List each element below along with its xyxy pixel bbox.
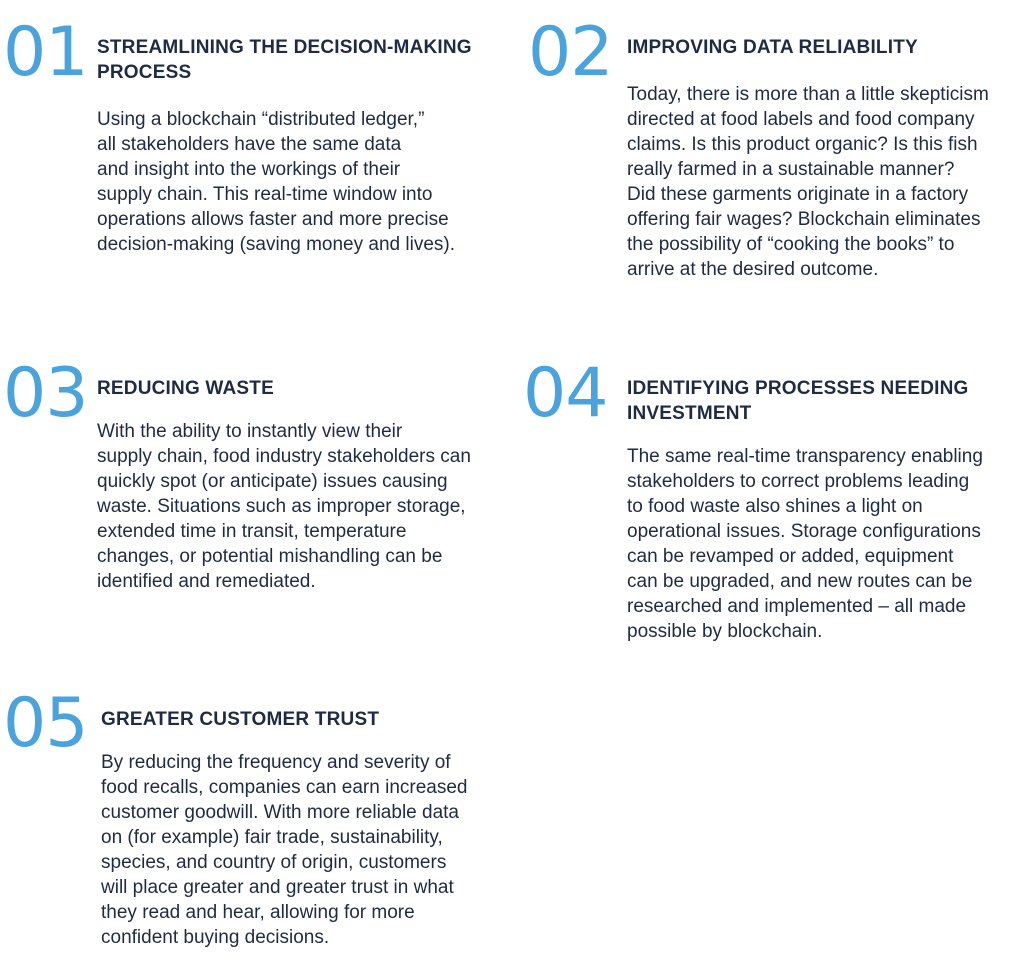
description-line: By reducing the frequency and severity of (101, 752, 451, 773)
description-line: confident buying decisions. (101, 927, 330, 948)
description-line: Using a blockchain “distributed ledger,” (97, 109, 425, 130)
description-line: possible by blockchain. (627, 621, 823, 642)
item-description (97, 419, 507, 594)
item-title-line: GREATER CUSTOMER TRUST (101, 709, 380, 730)
item-description (627, 82, 1022, 282)
description-line: extended time in transit, temperature (97, 521, 407, 542)
description-line: Today, there is more than a little skepticism (627, 84, 989, 105)
description-line: they read and hear, allowing for more (101, 902, 415, 923)
description-line: customer goodwill. With more reliable data (101, 802, 459, 823)
description-line: stakeholders to correct problems leading (627, 471, 970, 492)
description-line: can be upgraded, and new routes can be (627, 571, 973, 592)
item-description (101, 750, 501, 950)
item-title-line: IMPROVING DATA RELIABILITY (627, 37, 918, 58)
item-content (101, 707, 521, 950)
description-line: Did these garments originate in a factory (627, 184, 969, 205)
description-line: really farmed in a sustainable manner? (627, 159, 955, 180)
description-line: the possibility of “cooking the books” to (627, 234, 955, 255)
description-line: With the ability to instantly view their (97, 421, 403, 442)
description-line: will place greater and greater trust in what (101, 877, 454, 898)
description-line: identified and remediated. (97, 571, 316, 592)
item-title (97, 376, 517, 401)
description-line: operations allows faster and more precise (97, 209, 449, 230)
description-line: food recalls, companies can earn increased (101, 777, 468, 798)
item-content (627, 35, 1024, 282)
description-line: all stakeholders have the same data (97, 134, 402, 155)
description-line: The same real-time transparency enabling (627, 446, 983, 467)
description-line: can be revamped or added, equipment (627, 546, 954, 567)
item-number: 03 (3, 354, 88, 433)
item-title (97, 35, 517, 85)
item-title (627, 35, 1024, 60)
description-line: decision-making (saving money and lives). (97, 234, 455, 255)
description-line: to food waste also shines a light on (627, 496, 923, 517)
item-number: 02 (528, 13, 613, 92)
description-line: waste. Situations such as improper storage, (97, 496, 466, 517)
description-line: quickly spot (or anticipate) issues causing (97, 471, 448, 492)
item-content (97, 35, 517, 257)
description-line: and insight into the workings of their (97, 159, 401, 180)
description-line: changes, or potential mishandling can be (97, 546, 443, 567)
item-title (627, 376, 1024, 426)
item-title-line: IDENTIFYING PROCESSES NEEDING (627, 378, 969, 399)
item-content (627, 376, 1024, 644)
description-line: supply chain, food industry stakeholders can (97, 446, 471, 467)
item-title-line: STREAMLINING THE DECISION-MAKING (97, 37, 472, 58)
item-title (101, 707, 521, 732)
item-number: 05 (3, 684, 88, 763)
item-description (97, 107, 492, 257)
description-line: researched and implemented – all made (627, 596, 967, 617)
description-line: arrive at the desired outcome. (627, 259, 879, 280)
description-line: supply chain. This real-time window into (97, 184, 433, 205)
item-title-line: PROCESS (97, 62, 192, 83)
item-number: 01 (3, 13, 88, 92)
description-line: operational issues. Storage configurations (627, 521, 981, 542)
description-line: on (for example) fair trade, sustainability, (101, 827, 443, 848)
description-line: directed at food labels and food company (627, 109, 975, 130)
item-title-line: REDUCING WASTE (97, 378, 274, 399)
description-line: species, and country of origin, customers (101, 852, 447, 873)
item-title-line: INVESTMENT (627, 403, 752, 424)
item-number: 04 (523, 354, 608, 433)
item-content (97, 376, 517, 594)
item-description (627, 444, 1017, 644)
description-line: offering fair wages? Blockchain eliminates (627, 209, 981, 230)
description-line: claims. Is this product organic? Is this fish (627, 134, 978, 155)
